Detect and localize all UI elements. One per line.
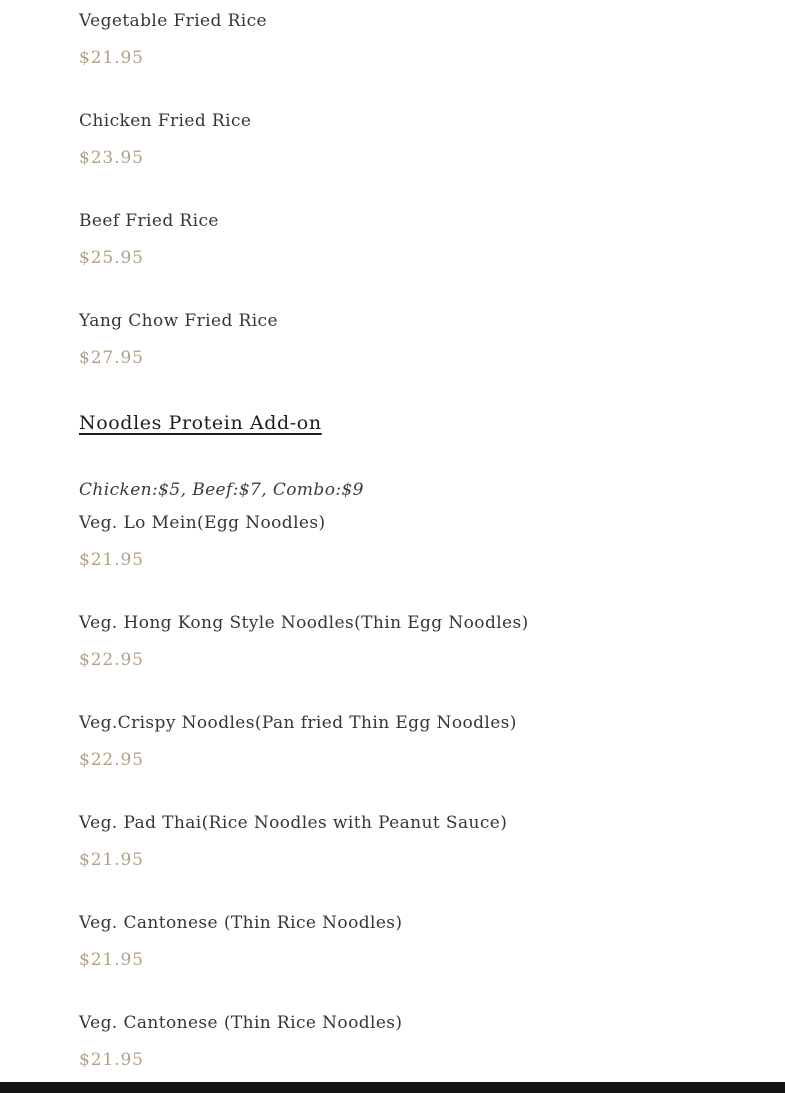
- menu-item: [79, 311, 745, 368]
- menu-item: [79, 11, 745, 68]
- section-heading-noodles-protein-addon: [79, 411, 745, 435]
- menu-item-name: Veg. Cantonese (Thin Rice Noodles): [79, 913, 403, 933]
- menu-item-price: $21.95: [79, 850, 144, 870]
- bottom-divider-bar: [0, 1082, 785, 1093]
- menu-item-price: $21.95: [79, 1050, 144, 1070]
- menu-item-price: $23.95: [79, 148, 144, 168]
- menu-item-price: $22.95: [79, 750, 144, 770]
- menu-item-price: $25.95: [79, 248, 144, 268]
- menu-item-price: $21.95: [79, 950, 144, 970]
- menu-item-name: Yang Chow Fried Rice: [79, 311, 278, 331]
- menu-item: [79, 613, 745, 670]
- menu-item: [79, 813, 745, 870]
- menu-item-price: $22.95: [79, 650, 144, 670]
- menu-item: [79, 713, 745, 770]
- menu-item: [79, 111, 745, 168]
- menu-item-name: Veg. Pad Thai(Rice Noodles with Peanut Sauce): [79, 813, 508, 833]
- menu-item: [79, 513, 745, 570]
- menu-item-price: $21.95: [79, 550, 144, 570]
- menu-item-price: $21.95: [79, 48, 144, 68]
- menu-item-name: Beef Fried Rice: [79, 211, 219, 231]
- section-heading-text: Noodles Protein Add-on: [79, 412, 322, 434]
- menu-item-name: Vegetable Fried Rice: [79, 11, 267, 31]
- menu-item-name: Veg. Lo Mein(Egg Noodles): [79, 513, 326, 533]
- menu-item: [79, 1013, 745, 1070]
- menu-item-price: $27.95: [79, 348, 144, 368]
- menu-item-name: Veg.Crispy Noodles(Pan fried Thin Egg Noodles): [79, 713, 517, 733]
- menu-item: [79, 211, 745, 268]
- menu-item-name: Veg. Cantonese (Thin Rice Noodles): [79, 1013, 403, 1033]
- menu-item-name: Chicken Fried Rice: [79, 111, 252, 131]
- menu-item: [79, 913, 745, 970]
- menu-item-name: Veg. Hong Kong Style Noodles(Thin Egg Noodles): [79, 613, 529, 633]
- protein-addon-price-note: Chicken:$5, Beef:$7, Combo:$9: [79, 480, 364, 500]
